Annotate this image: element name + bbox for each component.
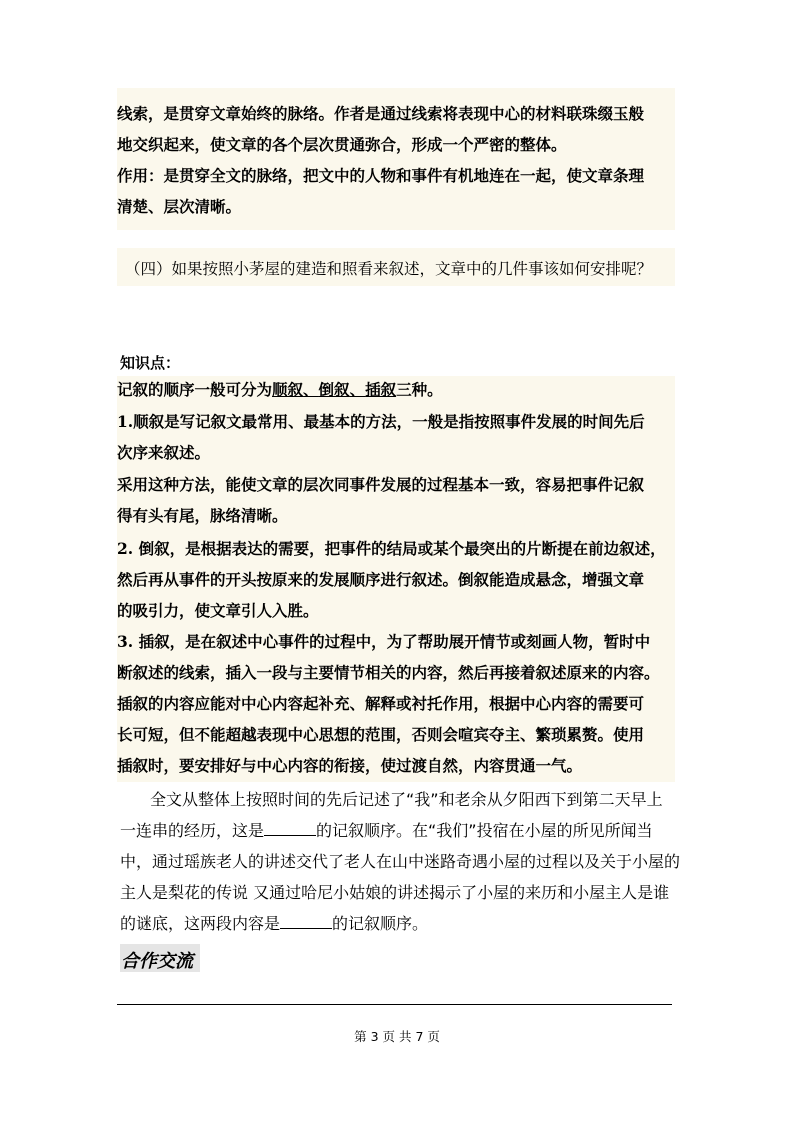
fill-blank-1[interactable] <box>264 821 316 836</box>
clue-line: 作用：是贯穿全文的脉络，把文中的人物和事件有机地连在一起，使文章条理 <box>117 166 645 185</box>
knowledge-intro <box>117 378 443 402</box>
paragraph-line: 一连串的经历，这是 的记叙顺序。在“我们”投宿在小屋的所见所闻当 <box>120 821 653 840</box>
paragraph-line: 全文从整体上按照时间的先后记述了“我”和老余从夕阳西下到第二天早上 <box>150 790 663 809</box>
paragraph-line: 的谜底，这两段内容是 的记叙顺序。 <box>120 914 429 933</box>
section-header-title: 合作交流 <box>121 951 193 972</box>
paragraph-line: 主人是梨花的传说 又通过哈尼小姑娘的讲述揭示了小屋的来历和小屋主人是谁 <box>120 883 670 902</box>
knowledge-line: 得有头有尾，脉络清晰。 <box>117 506 288 525</box>
knowledge-line: 断叙述的线索，插入一段与主要情节相关的内容，然后再接着叙述原来的内容。 <box>117 663 660 682</box>
knowledge-line: 采用这种方法，能使文章的层次同事件发展的过程基本一致，容易把事件记叙 <box>117 475 645 494</box>
knowledge-line: 2. 倒叙，是根据表达的需要，把事件的结局或某个最突出的片断提在前边叙述， <box>117 539 666 558</box>
intro-sep: 、 <box>303 380 319 399</box>
paragraph-line: 中，通过瑶族老人的讲述交代了老人在山中迷路奇遇小屋的过程以及关于小屋的 <box>120 852 681 871</box>
clue-explanation-block <box>117 88 675 230</box>
question-block <box>117 248 675 286</box>
intro-suffix: 三种。 <box>396 380 443 399</box>
page-footer: 第 3 页 共 7 页 <box>354 1029 440 1044</box>
knowledge-line: 插叙的内容应能对中心内容起补充、解释或衬托作用，根据中心内容的需要可 <box>117 694 645 713</box>
footer-divider <box>117 1004 672 1005</box>
knowledge-label: 知识点： <box>120 354 181 372</box>
knowledge-line: 3. 插叙，是在叙述中心事件的过程中，为了帮助展开情节或刻画人物，暂时中 <box>117 632 651 651</box>
section-header <box>120 944 200 972</box>
clue-line: 清楚、层次清晰。 <box>117 197 242 216</box>
knowledge-block <box>117 376 675 782</box>
question-4: （四）如果按照小茅屋的建造和照看来叙述，文章中的几件事该如何安排呢？ <box>125 260 653 278</box>
knowledge-line: 长可短，但不能超越表现中心思想的范围，否则会喧宾夺主、繁琐累赘。使用 <box>117 725 645 744</box>
intro-sep: 、 <box>349 380 366 399</box>
knowledge-line: 插叙时，要安排好与中心内容的衔接，使过渡自然，内容贯通一气。 <box>117 756 583 775</box>
knowledge-line: 1.顺叙是写记叙文最常用、最基本的方法，一般是指按照事件发展的时间先后 <box>117 412 645 431</box>
type-chaxu: 插叙 <box>365 380 397 399</box>
knowledge-line: 次序来叙述。 <box>117 443 211 462</box>
clue-line: 地交织起来，使文章的各个层次贯通弥合，形成一个严密的整体。 <box>117 135 567 154</box>
fill-blank-2[interactable] <box>280 914 332 929</box>
type-daoxu: 倒叙 <box>318 380 350 399</box>
knowledge-line: 然后再从事件的开头按原来的发展顺序进行叙述。倒叙能造成悬念，增强文章 <box>117 570 645 589</box>
knowledge-line: 的吸引力，使文章引人入胜。 <box>117 601 319 620</box>
type-shunxu: 顺叙 <box>272 380 304 399</box>
intro-prefix: 记叙的顺序一般可分为 <box>117 380 273 399</box>
clue-line: 线索，是贯穿文章始终的脉络。作者是通过线索将表现中心的材料联珠缀玉般 <box>117 104 645 123</box>
